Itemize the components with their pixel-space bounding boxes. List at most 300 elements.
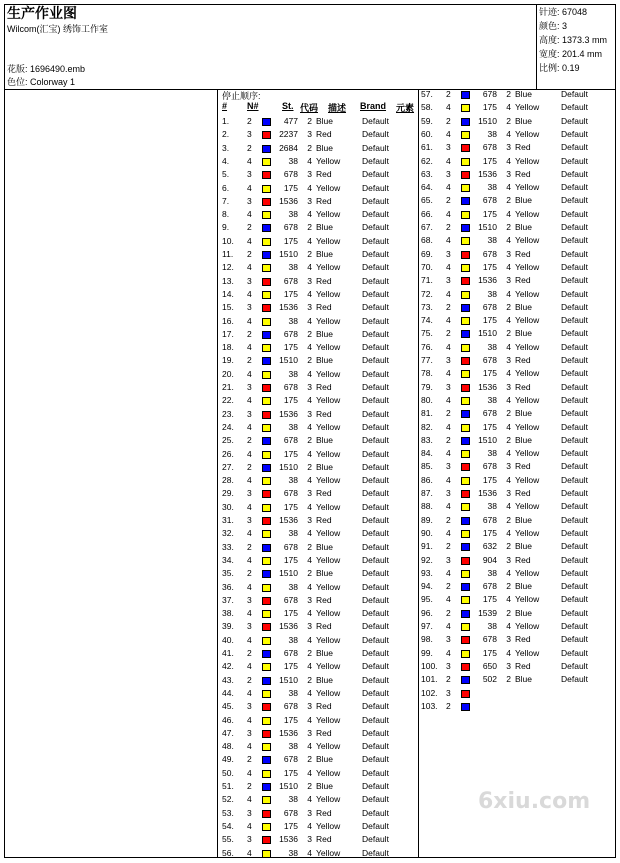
row-description: Yellow [515,341,540,352]
table-row [421,261,616,274]
row-description: Blue [316,648,334,658]
row-code: 2 [307,541,312,552]
row-code: 2 [506,581,511,592]
row-needle: 2 [446,581,451,592]
row-code: 3 [506,488,511,498]
row-index: 49. [222,754,234,765]
row-stitches: 38 [487,448,497,459]
color-swatch [262,464,271,472]
row-brand: Default [561,634,588,645]
row-description: Yellow [316,155,341,166]
table-row [222,780,417,793]
row-index: 23. [222,408,234,419]
table-row [222,155,417,168]
table-row [222,182,417,195]
row-index: 95. [421,594,433,605]
row-code: 2 [506,195,511,206]
color-swatch [461,317,470,325]
header-index: # [222,101,228,111]
row-description: Yellow [316,820,341,831]
row-stitches: 175 [283,661,298,672]
row-needle: 2 [446,408,451,419]
row-needle: 3 [247,169,252,180]
row-brand: Default [362,488,389,499]
color-swatch [262,344,271,352]
row-description: Yellow [515,647,540,658]
color-swatch [461,344,470,352]
table-row [421,314,616,327]
row-index: 69. [421,248,433,259]
row-code: 2 [307,328,312,339]
row-description: Blue [316,754,334,765]
row-stitches: 175 [283,288,298,299]
row-index: 55. [222,834,234,845]
embroidery-preview [4,90,217,858]
row-needle: 4 [247,847,252,858]
row-index: 67. [421,222,433,232]
row-code: 4 [307,421,312,432]
row-description: Yellow [316,634,341,645]
table-row [222,634,417,647]
row-index: 52. [222,794,234,805]
row-brand: Default [561,235,588,246]
row-stitches: 175 [482,421,497,432]
row-stitches: 678 [283,648,298,658]
row-index: 19. [222,355,234,366]
row-stitches: 678 [482,301,497,312]
row-needle: 2 [247,435,252,446]
table-row [222,275,417,288]
row-needle: 4 [247,554,252,565]
row-index: 73. [421,301,433,312]
row-needle: 3 [446,168,451,179]
row-needle: 3 [247,195,252,206]
row-needle: 4 [247,767,252,778]
row-description: Blue [515,607,533,618]
row-stitches: 678 [283,382,298,392]
row-stitches: 1536 [279,195,298,206]
row-needle: 2 [446,328,451,339]
row-description: Yellow [515,288,540,299]
header-divider [536,4,537,90]
row-description: Red [316,621,332,632]
row-description: Yellow [316,475,341,486]
row-brand: Default [362,328,389,339]
row-index: 68. [421,235,433,246]
row-code: 4 [307,554,312,565]
row-index: 58. [421,102,433,113]
row-stitches: 38 [487,394,497,405]
row-brand: Default [362,395,389,406]
row-index: 92. [421,554,433,565]
row-needle: 4 [446,182,451,193]
row-stitches: 678 [482,514,497,525]
color-swatch [461,237,470,245]
row-brand: Default [362,820,389,831]
header-needle: N# [247,101,259,111]
row-brand: Default [362,129,389,140]
color-swatch [461,543,470,551]
colorway: 色位: Colorway 1 [7,77,76,87]
table-row [421,88,616,101]
row-needle: 4 [446,501,451,512]
row-brand: Default [362,634,389,645]
row-brand: Default [362,754,389,765]
color-swatch [461,144,470,152]
row-brand: Default [561,182,588,193]
row-index: 21. [222,382,234,392]
color-swatch [262,397,271,405]
row-stitches: 1510 [478,115,497,126]
row-description: Blue [515,115,533,126]
color-swatch [461,690,470,698]
row-stitches: 632 [482,541,497,552]
row-index: 41. [222,648,234,658]
row-code: 4 [506,474,511,485]
row-index: 56. [222,847,234,858]
row-description: Blue [316,541,334,552]
row-index: 39. [222,621,234,632]
row-index: 85. [421,461,433,472]
row-code: 4 [307,634,312,645]
row-stitches: 38 [288,741,298,752]
row-code: 4 [307,767,312,778]
row-code: 3 [307,408,312,419]
table-row [222,208,417,221]
color-swatch [461,370,470,378]
row-brand: Default [561,102,588,113]
row-brand: Default [362,581,389,592]
table-row [222,128,417,141]
table-row [421,514,616,527]
row-code: 3 [307,275,312,286]
row-description: Red [316,515,332,525]
row-index: 82. [421,421,433,432]
row-description: Blue [515,581,533,592]
color-swatch [262,318,271,326]
color-swatch [461,424,470,432]
row-stitches: 175 [482,261,497,272]
row-index: 40. [222,634,234,645]
row-index: 25. [222,435,234,446]
table-row [421,274,616,287]
row-needle: 3 [446,687,451,698]
row-brand: Default [561,381,588,392]
row-stitches: 38 [288,687,298,698]
row-code: 2 [307,754,312,765]
table-row [222,235,417,248]
page-title: 生产作业图 [7,5,77,21]
row-brand: Default [362,661,389,672]
color-swatch [262,637,271,645]
table-row [421,115,616,128]
row-stitches: 1536 [279,515,298,525]
color-swatch [461,517,470,525]
row-brand: Default [561,355,588,365]
row-index: 90. [421,527,433,538]
color-swatch [262,171,271,179]
row-stitches: 38 [487,341,497,352]
color-swatch [262,411,271,419]
table-row [222,527,417,540]
color-swatch [262,690,271,698]
row-code: 2 [307,568,312,579]
row-brand: Default [561,434,588,445]
row-stitches: 175 [283,714,298,725]
row-needle: 3 [247,488,252,499]
row-needle: 2 [446,607,451,618]
row-code: 4 [506,128,511,139]
table-row [421,660,616,673]
color-swatch [461,211,470,219]
color-swatch [461,118,470,126]
table-row [222,541,417,554]
row-needle: 3 [446,554,451,565]
row-index: 50. [222,767,234,778]
row-code: 3 [307,195,312,206]
row-brand: Default [362,727,389,738]
color-swatch [461,437,470,445]
row-description: Blue [316,674,334,685]
row-brand: Default [362,249,389,259]
row-description: Yellow [316,501,341,512]
row-code: 4 [307,581,312,592]
table-row [421,128,616,141]
row-stitches: 38 [288,262,298,273]
row-description: Red [316,382,332,392]
row-brand: Default [362,408,389,419]
row-stitches: 1536 [478,381,497,392]
color-swatch [461,330,470,338]
color-swatch [262,823,271,831]
row-index: 57. [421,89,433,99]
table-row [421,460,616,473]
row-code: 4 [307,661,312,672]
row-index: 47. [222,727,234,738]
row-index: 30. [222,501,234,512]
row-index: 91. [421,541,433,552]
row-description: Blue [316,568,334,579]
row-stitches: 678 [283,701,298,712]
color-swatch [461,277,470,285]
row-stitches: 678 [482,142,497,153]
row-stitches: 38 [288,421,298,432]
row-code: 2 [307,461,312,472]
row-description: Yellow [515,421,540,432]
row-index: 11. [222,249,234,259]
row-needle: 2 [446,514,451,525]
row-description: Yellow [515,527,540,538]
row-needle: 3 [247,834,252,845]
row-code: 4 [506,421,511,432]
row-code: 4 [506,527,511,538]
row-code: 4 [506,621,511,631]
row-code: 4 [506,155,511,166]
row-description: Red [515,554,531,565]
color-swatch [262,530,271,538]
row-code: 2 [307,781,312,791]
row-description: Blue [316,328,334,339]
row-index: 7. [222,195,230,206]
row-description: Red [515,488,531,498]
color-swatch [461,357,470,365]
color-swatch [262,770,271,778]
row-stitches: 38 [487,567,497,578]
row-brand: Default [561,660,588,671]
color-swatch [461,158,470,166]
row-needle: 4 [446,102,451,113]
table-row [222,687,417,700]
row-brand: Default [362,807,389,818]
row-stitches: 678 [482,634,497,645]
row-stitches: 175 [283,501,298,512]
row-description: Red [515,142,531,153]
row-code: 4 [506,208,511,219]
row-code: 2 [307,435,312,446]
row-description: Yellow [515,235,540,246]
row-code: 2 [307,222,312,233]
row-index: 18. [222,342,234,353]
row-code: 3 [506,248,511,259]
row-index: 45. [222,701,234,712]
row-description: Yellow [316,421,341,432]
row-brand: Default [561,421,588,432]
row-code: 2 [506,408,511,419]
row-description: Yellow [515,594,540,605]
color-swatch [461,410,470,418]
row-code: 3 [307,727,312,738]
row-needle: 3 [247,594,252,605]
color-swatch [262,597,271,605]
row-stitches: 175 [283,182,298,193]
table-row [421,620,616,633]
row-needle: 4 [247,608,252,619]
table-row [222,807,417,820]
row-stitches: 1510 [279,461,298,472]
stats-panel [539,5,607,75]
row-needle: 4 [446,208,451,219]
row-stitches: 175 [283,767,298,778]
row-code: 3 [506,275,511,286]
row-code: 4 [307,687,312,698]
row-brand: Default [362,568,389,579]
row-description: Red [316,129,332,140]
row-stitches: 678 [482,461,497,472]
row-description: Blue [316,116,334,126]
color-swatch [262,743,271,751]
row-stitches: 678 [482,89,497,99]
table-row [222,434,417,447]
table-row [222,674,417,687]
table-row [222,381,417,394]
table-row [421,580,616,593]
row-needle: 2 [446,541,451,552]
color-swatch [461,663,470,671]
color-swatch [461,264,470,272]
row-brand: Default [362,222,389,233]
row-description: Yellow [515,208,540,219]
header-stitches: St. [282,101,294,111]
row-description: Red [316,807,332,818]
row-brand: Default [362,781,389,791]
row-stitches: 678 [482,408,497,419]
color-swatch [262,304,271,312]
row-index: 34. [222,554,234,565]
design-height: 高度: 1373.3 mm [539,35,608,45]
stitch-count: 针迹: 67048 [539,7,588,17]
row-brand: Default [362,515,389,525]
row-index: 22. [222,395,234,406]
header-code: 代码 [300,103,319,113]
row-description: Yellow [515,621,540,631]
row-needle: 2 [247,116,252,126]
header-brand: Brand [360,101,387,111]
row-description: Red [316,834,332,845]
row-needle: 3 [247,701,252,712]
row-brand: Default [561,368,588,379]
row-needle: 2 [247,754,252,765]
row-index: 101. [421,674,438,685]
table-row [222,847,417,860]
color-swatch [262,610,271,618]
row-stitches: 678 [482,355,497,365]
row-stitches: 1539 [478,607,497,618]
table-row [421,221,616,234]
row-needle: 4 [446,647,451,658]
row-index: 66. [421,208,433,219]
row-stitches: 38 [288,368,298,379]
row-stitches: 38 [288,315,298,326]
color-swatch [262,357,271,365]
table-row [222,394,417,407]
row-stitches: 175 [283,342,298,353]
row-stitches: 678 [283,807,298,818]
row-stitches: 650 [482,660,497,671]
color-swatch [262,703,271,711]
table-row [421,248,616,261]
row-description: Blue [515,674,533,685]
row-description: Red [316,195,332,206]
row-index: 96. [421,607,433,618]
row-index: 15. [222,302,234,313]
row-index: 65. [421,195,433,206]
row-description: Blue [515,434,533,445]
row-description: Red [515,381,531,392]
color-swatch [262,677,271,685]
row-index: 33. [222,541,234,552]
row-index: 102. [421,687,438,698]
row-description: Red [515,660,531,671]
row-needle: 3 [446,381,451,392]
row-index: 72. [421,288,433,299]
row-brand: Default [561,461,588,472]
row-needle: 2 [446,301,451,312]
row-description: Yellow [515,315,540,326]
row-code: 3 [307,807,312,818]
row-needle: 2 [247,674,252,685]
row-stitches: 678 [283,594,298,605]
table-row [222,647,417,660]
row-needle: 4 [446,128,451,139]
color-swatch [262,118,271,126]
row-needle: 3 [247,275,252,286]
row-brand: Default [362,262,389,273]
color-swatch [461,570,470,578]
row-index: 89. [421,514,433,525]
row-needle: 3 [247,807,252,818]
row-code: 3 [307,488,312,499]
table-row [222,714,417,727]
